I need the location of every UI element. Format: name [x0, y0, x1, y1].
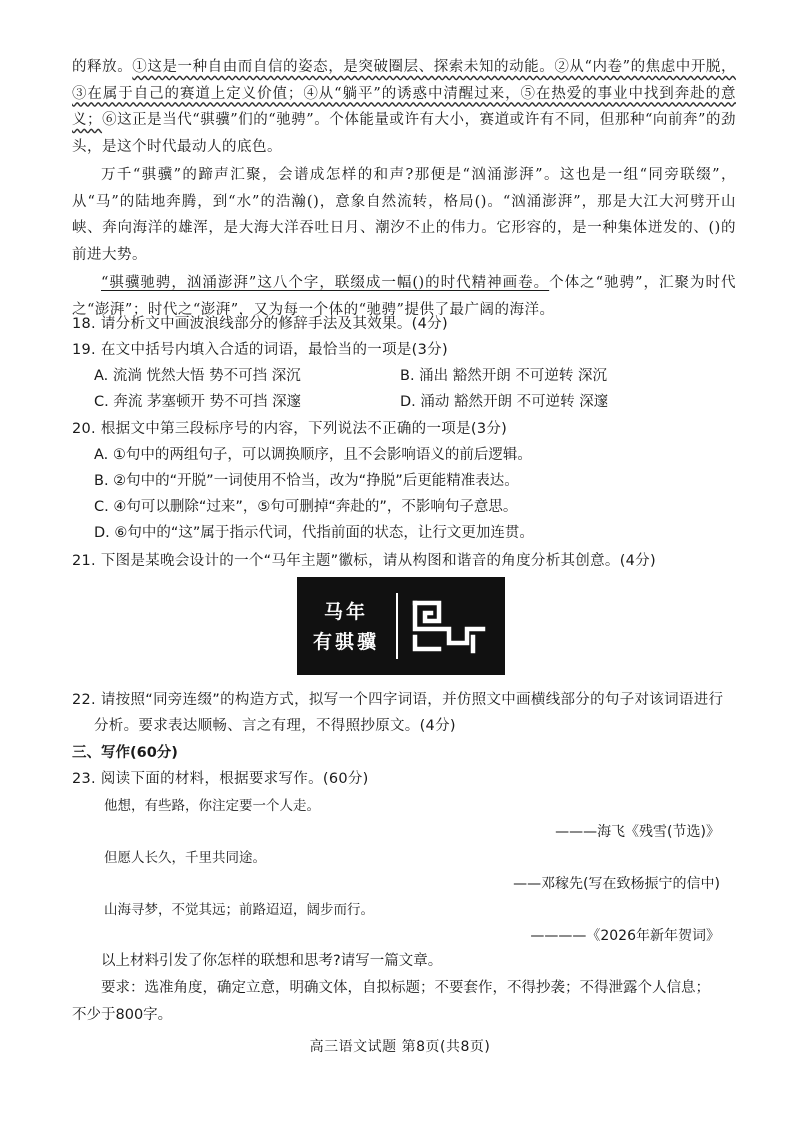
- material-1: 他想，有些路，你注定要一个人走。: [104, 798, 320, 814]
- paragraph-1-lead: 的释放。: [72, 59, 133, 75]
- option-19-a: A. 流淌 恍然大悟 势不可挡 深沉: [94, 368, 301, 384]
- requirements-line-1: 要求：选准角度，确定立意，明确文体，自拟标题；不要套作，不得抄袭；不得泄露个人信息；: [101, 980, 710, 996]
- paragraph-3-rest: 个体之“驰骋”，汇聚为时代之“澎湃”；时代之“澎湃”，又为每一个体的“驰骋”提供了最广阔的海洋。: [72, 275, 737, 318]
- question-23-stem: 23. 阅读下面的材料，根据要求写作。(60分): [72, 771, 369, 787]
- page-footer: 高三语文试题 第8页(共8页): [309, 1039, 491, 1055]
- question-19-options: [94, 363, 734, 415]
- writing-prompt: 以上材料引发了你怎样的联想和思考?请写一篇文章。: [101, 953, 443, 969]
- option-20-a: A. ①句中的两组句子，可以调换顺序，且不会影响语义的前后逻辑。: [94, 447, 532, 463]
- material-2: 但愿人长久，千里共同途。: [104, 850, 266, 866]
- wavy-underlined-sentence: ①这是一种自由而自信的姿态，是突破圈层、探索未知的动能。②从“内卷”的焦虑中开脱，③在属于自己的赛道上定义价值；④从“躺平”的诱惑中清醒过来，⑤在热爱的事业中找到奔赴的意义；: [72, 59, 737, 128]
- passage-paragraph-2: 万千“骐骥”的蹄声汇聚，会谱成怎样的和声?那便是“汹涌澎湃”。这也是一组“同旁联缀”，从“马”的陆地奔腾，到“水”的浩瀚()，意象自然流转，格局()。“汹涌澎湃”，那是大江大河劈开山峡、奔向海洋的雄浑，是大海大洋吞吐日月、潮汐不止的伟力。它形容的，是一种集体迸发的、()的前进大势。: [72, 167, 736, 263]
- option-20-b: B. ②句中的“开脱”一词使用不恰当，改为“挣脱”后更能精准表达。: [94, 473, 519, 489]
- writing-requirements: [72, 948, 736, 1029]
- logo-divider: [396, 593, 398, 659]
- option-20-d: D. ⑥句中的“这”属于指示代词，代指前面的状态，让行文更加连贯。: [94, 525, 534, 541]
- material-3: 山海寻梦，不觉其远；前路迢迢，阔步而行。: [104, 902, 374, 918]
- question-20-stem: 20. 根据文中第三段标序号的内容，下列说法不正确的一项是(3分): [72, 421, 508, 437]
- option-19-b: B. 涌出 豁然开朗 不可逆转 深沉: [400, 368, 607, 384]
- question-19-stem: 19. 在文中括号内填入合适的词语，最恰当的一项是(3分): [72, 342, 448, 358]
- passage-paragraph-1: [72, 54, 736, 160]
- horse-fret-pattern-icon: [409, 599, 489, 655]
- question-21: [72, 548, 736, 574]
- question-22-line-2: 分析。要求表达顺畅、言之有理，不得照抄原文。(4分): [94, 718, 456, 734]
- section-3-heading: 三、写作(60分): [72, 745, 178, 761]
- question-22-line-1: 22. 请按照“同旁连缀”的构造方式，拟写一个四字词语，并仿照文中画横线部分的句子对该词语进行: [72, 692, 724, 708]
- horse-year-logo: [297, 577, 505, 675]
- question-18: [72, 311, 736, 337]
- question-19: [72, 337, 736, 363]
- question-22: [72, 687, 736, 739]
- requirements-line-2: 不少于800字。: [72, 1007, 173, 1023]
- question-20: [72, 416, 736, 442]
- option-20-c: C. ④句可以删除“过来”，⑤句可删掉“奔赴的”，不影响句子意思。: [94, 499, 518, 515]
- option-19-c: C. 奔流 茅塞顿开 势不可挡 深邃: [94, 394, 302, 410]
- material-3-source: ————《2026年新年贺词》: [530, 928, 720, 944]
- reading-passage: [72, 54, 736, 323]
- option-19-d: D. 涌动 豁然开朗 不可逆转 深邃: [400, 394, 609, 410]
- logo-text-line-2: 有骐骥: [313, 631, 380, 653]
- logo-text-line-1: 马年: [324, 601, 369, 623]
- question-21-text: 21. 下图是某晚会设计的一个“马年主题”徽标，请从构图和谐音的角度分析其创意。(4分): [72, 553, 656, 569]
- paragraph-1-tail: ⑥这正是当代“骐骥”们的“驰骋”。个体能量或许有大小，赛道或许有不同，但那种“向前奔”的劲头，是这个时代最动人的底色。: [72, 112, 737, 155]
- material-1-source: ———海飞《残雪(节选)》: [555, 824, 720, 840]
- straight-underlined-sentence: “骐骥驰骋，汹涌澎湃”这八个字，联缀成一幅()的时代精神画卷。: [101, 275, 550, 291]
- question-18-text: 18. 请分析文中画波浪线部分的修辞手法及其效果。(4分): [72, 316, 448, 332]
- material-2-source: ——邓稼先(写在致杨振宁的信中): [513, 876, 720, 892]
- question-23: [72, 766, 736, 792]
